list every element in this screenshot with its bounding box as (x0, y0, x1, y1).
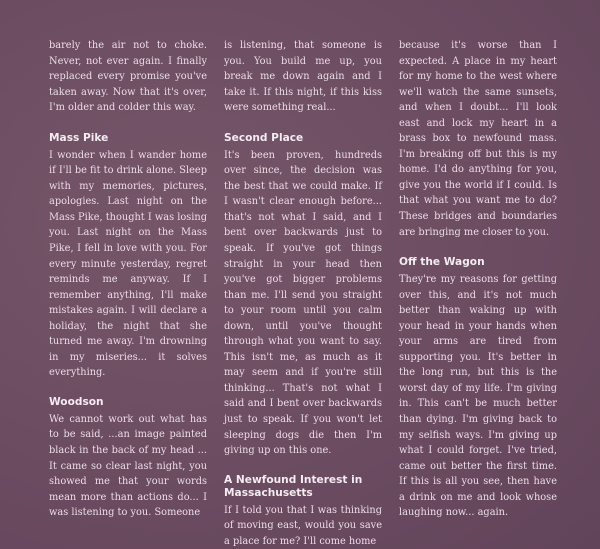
song-title-woodson: Woodson (49, 395, 104, 408)
lyric-text: We cannot work out what has to be said, ...an image painted black in the back of my head ... It came so clear last night, you showed me that your words mean more than actions do... I was listening to you. Someone (49, 413, 207, 519)
song-title-second-place: Second Place (224, 131, 304, 144)
lyric-text: They're my reasons for getting over this, and it's not much better than waking up with your head in your hands when your arms are tired from supporting you. It's better in the long run, but this is the worst day of my life. I'm giving in. This can't be much better than dying. I'm giving back to my selfish ways. I'm giving up what I could forget. I've tried, came out better the first time. If this is all you see, then have a drink on me and look whose laughing now... again. (399, 274, 557, 519)
column-3 (399, 38, 557, 521)
column-1 (49, 38, 207, 521)
lyric-text: because it's worse than I expected. A place in my heart for my home to the west where we'll watch the same sunsets, and when I doubt... I'll look east and lock my heart in a brass box to newfound mass. I'm breaking off but this is my home. I'd do anything for you, give you the world if I could. Is that what you want me to do? These bridges and boundaries are bringing me closer to you. (399, 40, 557, 238)
song-title-mass-pike: Mass Pike (49, 131, 109, 144)
lyric-text: If I told you that I was thinking of moving east, would you save a place for me? I'll come home (224, 504, 382, 547)
song-title-newfound-interest: A Newfound Interest in Massachusetts (224, 473, 363, 499)
lyric-text: I wonder when I wander home if I'll be fit to drink alone. Sleep with my memories, pictures, apologies. Last night on the Mass Pike, thought I was losing you. Last night on the Mass Pike, I fell in love with you. For every minute yesterday, regret reminds me anyway. If I remember anything, I'll make mistakes again. I will declare a holiday, the night that she turned me away. I'm drowning in my miseries... it solves everything. (49, 149, 207, 379)
lyric-text: It's been proven, hundreds over since, the decision was the best that we could make. If I wasn't clear enough before... that's not what I said, and I bent over backwards just to speak. If you've got things straight in your head then you've got bigger problems than me. I'll send you straight to your room until you calm down, until you've thought through what you want to say. This isn't me, as much as it may seem and if you're still thinking... That's not what I said and I bent over backwards just to speak. If you won't let sleeping dogs die then I'm giving up on this one. (224, 149, 382, 457)
lyric-text: is listening, that someone is you. You build me up, you break me down again and I take it. If this night, if this kiss were something real... (224, 40, 382, 114)
column-2 (224, 38, 382, 549)
song-title-off-the-wagon: Off the Wagon (399, 256, 485, 269)
lyric-text: barely the air not to choke. Never, not ever again. I finally replaced every promise you've taken away. Now that it's over, I'm older and colder this way. (49, 40, 207, 114)
